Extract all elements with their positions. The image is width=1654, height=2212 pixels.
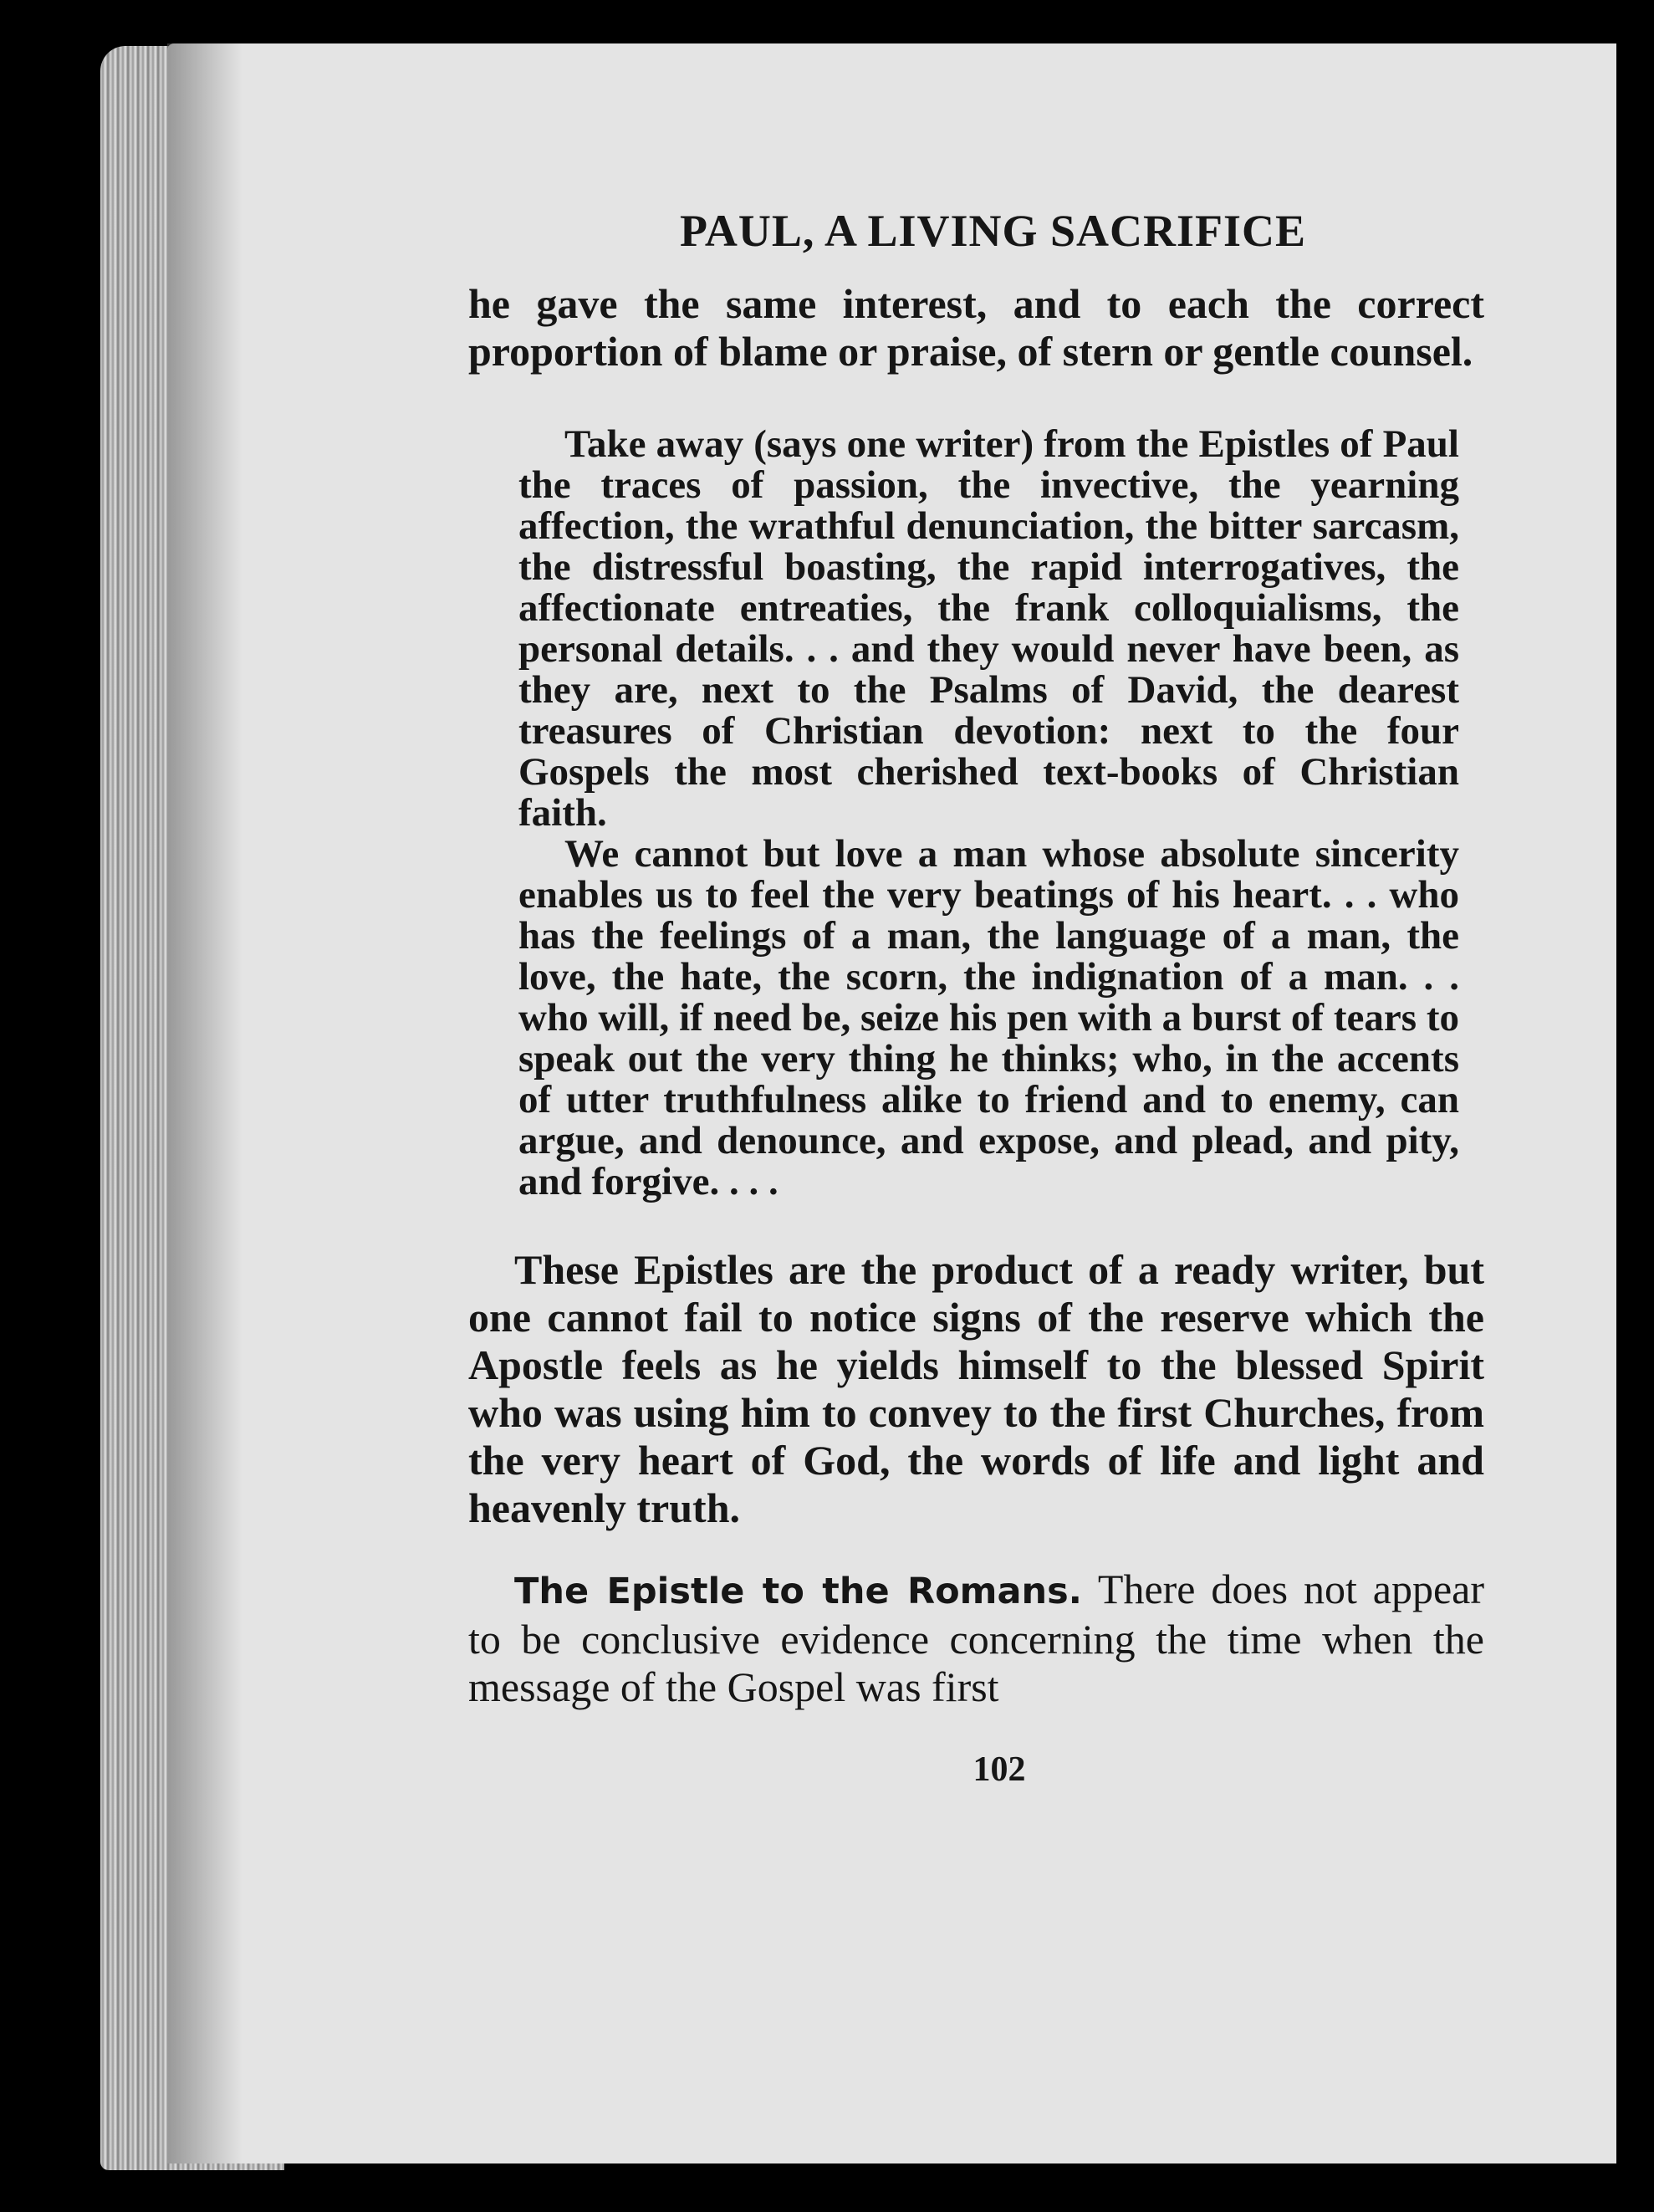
running-head: PAUL, A LIVING SACRIFICE [679,206,1307,256]
block-quotation [518,424,1459,1203]
section-text: There does not appear to be conclusive evidence concerning the time when the message of the Gospel was first [468,1566,1484,1710]
opening-paragraph: he gave the same interest, and to each the correct proportion of blame or praise, of stern or gentle counsel. [468,280,1484,375]
paragraph-after-quote: These Epistles are the product of a ready writer, but one cannot fail to notice signs of the reserve which the Apostle feels as he yields himself to the blessed Spirit who was using him to convey to the first Churches, from the very heart of God, the words of life and light and heavenly truth. [468,1246,1484,1531]
page-number: 102 [972,1750,1026,1789]
gutter-shadow [167,43,242,2163]
section-heading: The Epistle to the Romans. [514,1571,1083,1612]
section-paragraph [468,1566,1484,1711]
text-block [468,205,1484,1790]
quotation-paragraph-2: We cannot but love a man whose absolute sincerity enables us to feel the very beatings of his heart. . . who has the feelings of a man, the language of a man, the love, the hate, the scorn, the indignation of a man. . . who will, if need be, seize his pen with a burst of tears to speak out the very thing he thinks; who, in the accents of utter truthfulness alike to friend and to enemy, can argue, and denounce, and expose, and plead, and pity, and forgive. . . . [518,832,1459,1203]
quotation-paragraph-1: Take away (says one writer) from the Epistles of Paul the traces of passion, the invective, the yearning affection, the wrathful denunciation, the bitter sarcasm, the distressful boasting, the rapid interrogatives, the affectionate entreaties, the frank colloquialisms, the personal details. . . and they would never have been, as they are, next to the Psalms of David, the dearest treasures of Christian devotion: next to the four Gospels the most cherished text-books of Christian faith. [518,422,1459,835]
